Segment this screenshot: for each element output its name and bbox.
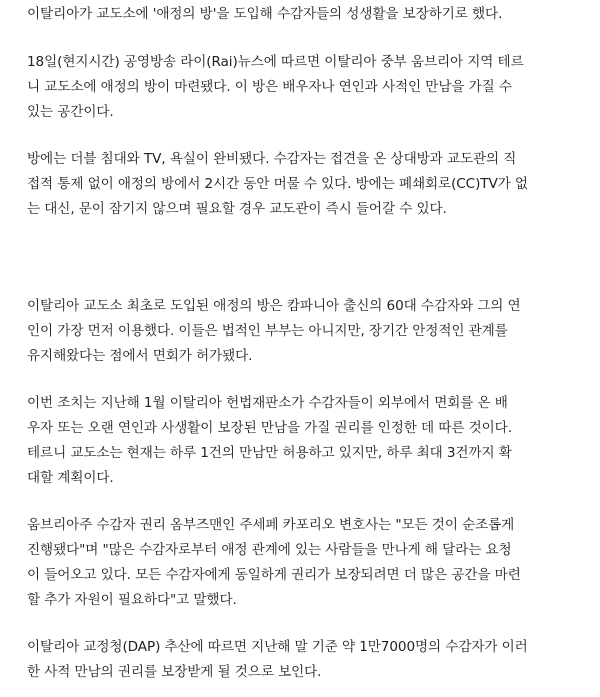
text-line: 접적 통제 없이 애정의 방에서 2시간 동안 머물 수 있다. 방에는 폐쇄회로(CC)TV가 없 — [27, 176, 528, 192]
paragraph-1 — [27, 0, 587, 27]
text-line: 방에는 더블 침대와 TV, 욕실이 완비됐다. 수감자는 접견을 온 상대방과 교도관의 직 — [27, 151, 517, 167]
text-line: 테르니 교도소는 현재는 하루 1건의 만남만 허용하고 있지만, 하루 최대 3건까지 확 — [27, 445, 512, 461]
text-line: 이번 조치는 지난해 1월 이탈리아 헌법재판소가 수감자들이 외부에서 면회를 온 배 — [27, 395, 508, 411]
text-line: 니 교도소에 애정의 방이 마련됐다. 이 방은 배우자나 연인과 사적인 만남을 가질 수 — [27, 79, 512, 95]
paragraph-6 — [27, 513, 587, 613]
paragraph-4 — [27, 294, 587, 369]
text-line: 움브리아주 수감자 권리 옴부즈맨인 주세페 카포리오 변호사는 "모든 것이 순조롭게 — [27, 517, 515, 533]
paragraph-7 — [27, 635, 587, 685]
text-line: 대할 계획이다. — [27, 470, 114, 486]
text-line: 이 들어오고 있다. 모든 수감자에게 동일하게 권리가 보장되려면 더 많은 공간을 마련 — [27, 567, 521, 583]
text-line: 우자 또는 오랜 연인과 사생활이 보장된 만남을 가질 권리를 인정한 데 따른 것이다. — [27, 420, 512, 436]
text-line: 는 대신, 문이 잠기지 않으며 필요할 경우 교도관이 즉시 들어갈 수 있다. — [27, 201, 447, 217]
text-line: 인이 가장 먼저 이용했다. 이들은 법적인 부부는 아니지만, 장기간 안정적인 관계를 — [27, 323, 508, 339]
text-line: 할 추가 자원이 필요하다"고 말했다. — [27, 592, 237, 608]
text-line: 유지해왔다는 점에서 면회가 허가됐다. — [27, 348, 253, 364]
text-line: 진행됐다"며 "많은 수감자로부터 애정 관계에 있는 사람들을 만나게 해 달라는 요청 — [27, 542, 512, 558]
text-line: 이탈리아 교도소 최초로 도입된 애정의 방은 캄파니아 출신의 60대 수감자와 그의 연 — [27, 298, 521, 314]
paragraph-5 — [27, 391, 587, 491]
text-line: 이탈리아가 교도소에 '애정의 방'을 도입해 수감자들의 성생활을 보장하기로 했다. — [27, 6, 503, 22]
text-line: 18일(현지시간) 공영방송 라이(Rai)뉴스에 따르면 이탈리아 중부 움브리아 지역 테르 — [27, 54, 524, 70]
text-line: 한 사적 만남의 권리를 보장받게 될 것으로 보인다. — [27, 664, 322, 680]
paragraph-3 — [27, 147, 587, 222]
paragraph-2 — [27, 50, 587, 125]
text-line: 있는 공간이다. — [27, 104, 114, 120]
text-line: 이탈리아 교정청(DAP) 추산에 따르면 지난해 말 기준 약 1만7000명의 수감자가 이러 — [27, 639, 528, 655]
